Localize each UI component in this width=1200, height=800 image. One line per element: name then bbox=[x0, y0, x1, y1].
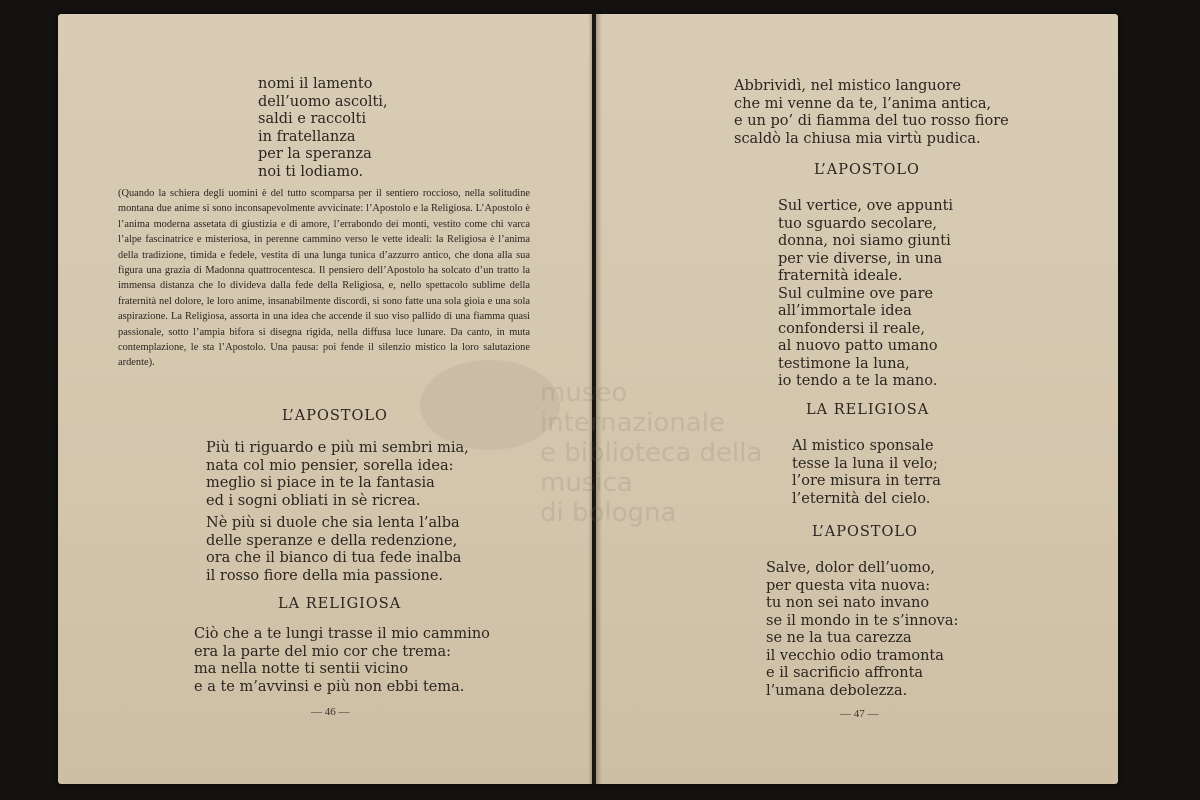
verse-line: Sul vertice, ove appunti bbox=[778, 198, 954, 214]
verse-line: tesse la luna il velo; bbox=[792, 455, 938, 472]
verse-line: il vecchio odio tramonta bbox=[766, 647, 944, 664]
verse-line: il rosso fiore della mia passione. bbox=[206, 567, 444, 584]
verse-line: e un po’ di fiamma del tuo rosso fiore bbox=[734, 113, 1009, 129]
verse-line: per vie diverse, in una bbox=[778, 250, 943, 267]
left-heading-apostolo: L’APOSTOLO bbox=[282, 408, 388, 424]
verse-line: noi ti lodiamo. bbox=[258, 163, 364, 180]
right-stanza-3 bbox=[766, 560, 958, 700]
verse-line: ma nella notte ti sentii vicino bbox=[194, 661, 409, 677]
verse-line: delle speranze e della redenzione, bbox=[206, 532, 458, 549]
book-gutter bbox=[588, 14, 602, 784]
verse-line: Nè più si duole che sia lenta l’alba bbox=[206, 515, 460, 531]
verse-line: in fratellanza bbox=[258, 128, 356, 145]
verse-line: ora che il bianco di tua fede inalba bbox=[206, 550, 462, 566]
verse-line: l’eternità del cielo. bbox=[792, 490, 931, 507]
right-heading-apostolo-1: L’APOSTOLO bbox=[814, 162, 920, 178]
verse-line: per questa vita nuova: bbox=[766, 577, 931, 594]
verse-line: che mi venne da te, l’anima antica, bbox=[734, 95, 992, 112]
verse-line: e a te m’avvinsi e più non ebbi tema. bbox=[194, 678, 465, 695]
right-heading-religiosa: LA RELIGIOSA bbox=[806, 402, 930, 418]
verse-line: Più ti riguardo e più mi sembri mia, bbox=[206, 440, 469, 456]
right-heading-apostolo-2: L’APOSTOLO bbox=[812, 524, 918, 540]
verse-line: al nuovo patto umano bbox=[778, 338, 938, 354]
verse-line: fraternità ideale. bbox=[778, 268, 903, 284]
left-stanza-3 bbox=[194, 626, 490, 696]
verse-line: confondersi il reale, bbox=[778, 320, 925, 337]
verse-line: per la speranza bbox=[258, 146, 372, 162]
verse-line: Sul culmine ove pare bbox=[778, 285, 934, 302]
page-number-47: — 47 — bbox=[840, 708, 879, 720]
verse-line: nata col mio pensier, sorella idea: bbox=[206, 457, 454, 474]
verse-line: Ciò che a te lungi trasse il mio cammino bbox=[194, 626, 490, 642]
verse-line: tuo sguardo secolare, bbox=[778, 215, 938, 232]
verse-line: e il sacrificio affronta bbox=[766, 665, 924, 681]
verse-line: all’immortale idea bbox=[778, 303, 912, 319]
verse-line: donna, noi siamo giunti bbox=[778, 233, 951, 249]
verse-line: l’ore misura in terra bbox=[792, 473, 941, 489]
verse-line: se ne la tua carezza bbox=[766, 630, 912, 646]
stage-direction: (Quando la schiera degli uomini è del tutto scomparsa per il sentiero roccioso, nella solitudine montana due anime si sono inconsapevolmente avvicinate: l’Apostolo e la Religiosa. L’Apostolo è l’anima moderna assetata di giustizia e di amore, l’errabondo dei monti, vestito come chi varca l’alpe fascinatrice e misteriosa, in perenne cammino verso le vette ideali: la Religiosa è l’anima della tradizione, timida e fedele, vestita di una lunga tunica d’azzurro antico, che dona alla sua figura una grazia di Madonna quattrocentesca. Il pensiero dell’Apostolo ha solcato d’un tratto la immensa distanza che lo divideva dalla fede della Religiosa, e, nello spettacolo sublime della fraternità nel dolore, le loro anime, insanabilmente discordi, si sono fatte una sola gioia e una sola aspirazione. La Religiosa, assorta in una idea che accende il suo viso pallido di una fiamma quasi passionale, sotto l’ampia bifora si disegna rigida, nella diffusa luce lunare. Da canto, in muta contemplazione, le sta l’Apostolo. Una pausa: poi fende il silenzio mistico la loro salutazione ardente). bbox=[118, 188, 530, 369]
right-opening-verse bbox=[734, 78, 1009, 148]
left-heading-religiosa: LA RELIGIOSA bbox=[278, 596, 402, 612]
verse-line: Abbrividì, nel mistico languore bbox=[734, 78, 961, 94]
verse-line: tu non sei nato invano bbox=[766, 595, 930, 611]
left-opening-verse bbox=[258, 76, 388, 181]
verse-line: io tendo a te la mano. bbox=[778, 373, 938, 389]
verse-line: ed i sogni obliati in sè ricrea. bbox=[206, 492, 421, 509]
left-stanza-2 bbox=[206, 515, 461, 585]
verse-line: nomi il lamento bbox=[258, 76, 373, 92]
watermark-logo bbox=[420, 360, 560, 450]
verse-line: scaldò la chiusa mia virtù pudica. bbox=[734, 130, 981, 147]
verse-line: meglio si piace in te la fantasia bbox=[206, 475, 435, 491]
right-stanza-1 bbox=[778, 198, 953, 391]
verse-line: dell’uomo ascolti, bbox=[258, 93, 388, 110]
verse-line: Salve, dolor dell’uomo, bbox=[766, 560, 936, 576]
verse-line: era la parte del mio cor che trema: bbox=[194, 643, 452, 660]
verse-line: Al mistico sponsale bbox=[792, 438, 934, 454]
verse-line: saldi e raccolti bbox=[258, 111, 367, 127]
right-stanza-2 bbox=[792, 438, 941, 508]
left-stanza-1 bbox=[206, 440, 469, 510]
verse-line: testimone la luna, bbox=[778, 355, 910, 372]
page-number-46: — 46 — bbox=[311, 706, 350, 718]
verse-line: l’umana debolezza. bbox=[766, 682, 908, 699]
verse-line: se il mondo in te s’innova: bbox=[766, 612, 959, 629]
